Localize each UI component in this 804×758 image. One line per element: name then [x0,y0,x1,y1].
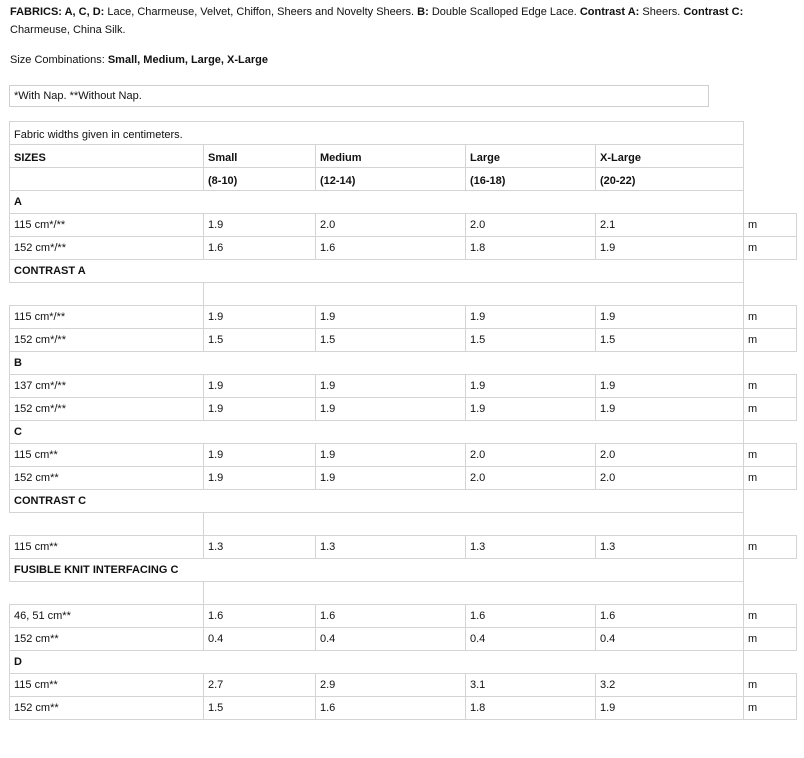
spacer-cell [204,582,744,605]
yardage-value: 2.0 [466,467,596,490]
section-header-row [10,260,797,283]
fabric-width: 152 cm** [10,628,204,651]
yardage-value: 1.9 [316,375,466,398]
unit: m [744,329,797,352]
yardage-value: 3.1 [466,674,596,697]
spacer-cell [204,513,744,536]
fabric-width: 115 cm** [10,444,204,467]
yardage-value: 1.5 [316,329,466,352]
large-range: (16-18) [466,168,596,191]
unit: m [744,697,797,720]
yardage-value: 2.0 [466,444,596,467]
yardage-value: 1.6 [316,697,466,720]
section-header-row [10,421,797,444]
yardage-value: 3.2 [596,674,744,697]
table-row [10,697,797,720]
yardage-value: 1.9 [596,237,744,260]
table-row [10,237,797,260]
unit: m [744,674,797,697]
yardage-value: 0.4 [596,628,744,651]
yardage-value: 1.5 [204,329,316,352]
table-row [10,375,797,398]
yardage-value: 1.6 [204,237,316,260]
yardage-value: 1.9 [204,467,316,490]
yardage-value: 1.9 [204,375,316,398]
table-row [10,674,797,697]
spacer-row [10,283,797,306]
yardage-value: 1.8 [466,697,596,720]
yardage-value: 1.5 [596,329,744,352]
header-row [10,145,797,168]
section-header-row [10,490,797,513]
table-row [10,214,797,237]
yardage-value: 1.6 [204,605,316,628]
spacer-row [10,582,797,605]
yardage-value: 1.9 [466,375,596,398]
small-range: (8-10) [204,168,316,191]
yardage-value: 1.5 [204,697,316,720]
unit: m [744,444,797,467]
fabric-width: 152 cm** [10,697,204,720]
yardage-value: 2.9 [316,674,466,697]
yardage-value: 2.1 [596,214,744,237]
size-combinations [10,52,268,68]
unit: m [744,214,797,237]
section-header-row [10,651,797,674]
size-combinations-label: Size Combinations: [10,54,108,66]
fabric-width: 152 cm*/** [10,237,204,260]
yardage-value: 0.4 [204,628,316,651]
large-header: Large [466,145,596,168]
contrast-c-label: Contrast C: [683,6,744,18]
fabrics-label: FABRICS: A, C, D: [10,6,105,18]
nap-note: *With Nap. **Without Nap. [9,85,709,107]
yardage-value: 1.6 [596,605,744,628]
section-header-row [10,191,797,214]
unit: m [744,605,797,628]
contrast-c-text: Charmeuse, China Silk. [10,24,126,36]
small-header: Small [204,145,316,168]
fabrics-paragraph [10,3,795,39]
medium-range: (12-14) [316,168,466,191]
table-row [10,329,797,352]
yardage-value: 1.9 [204,214,316,237]
yardage-value: 1.9 [466,306,596,329]
contrast-a-text: Sheers. [639,6,684,18]
section-title: A [10,191,744,214]
sizes-header: SIZES [10,145,204,168]
section-title: CONTRAST C [10,490,744,513]
yardage-value: 2.7 [204,674,316,697]
yardage-value: 1.9 [204,444,316,467]
unit: m [744,398,797,421]
table-row [10,444,797,467]
fabric-width: 152 cm*/** [10,329,204,352]
yardage-value: 0.4 [466,628,596,651]
yardage-value: 1.8 [466,237,596,260]
table-row [10,467,797,490]
yardage-value: 1.9 [466,398,596,421]
fabric-width: 137 cm*/** [10,375,204,398]
unit: m [744,375,797,398]
table-caption: Fabric widths given in centimeters. [10,122,744,145]
fabrics-text: Lace, Charmeuse, Velvet, Chiffon, Sheers and Novelty Sheers. [104,6,418,18]
section-title: B [10,352,744,375]
yardage-value: 2.0 [316,214,466,237]
table-row [10,536,797,559]
unit: m [744,536,797,559]
medium-header: Medium [316,145,466,168]
table-row [10,605,797,628]
fabric-width: 46, 51 cm** [10,605,204,628]
yardage-value: 1.9 [596,697,744,720]
table-row [10,628,797,651]
table-row [10,398,797,421]
fabric-width: 115 cm** [10,536,204,559]
spacer-cell [204,283,744,306]
table-row [10,306,797,329]
size-range-blank [10,168,204,191]
section-title: D [10,651,744,674]
fabric-width: 115 cm*/** [10,306,204,329]
section-header-row [10,559,797,582]
yardage-value: 0.4 [316,628,466,651]
section-title: FUSIBLE KNIT INTERFACING C [10,559,744,582]
yardage-value: 1.9 [316,398,466,421]
xlarge-header: X-Large [596,145,744,168]
yardage-value: 1.9 [204,398,316,421]
yardage-value: 1.3 [596,536,744,559]
unit: m [744,467,797,490]
section-title: C [10,421,744,444]
section-title: CONTRAST A [10,260,744,283]
yardage-value: 1.9 [596,375,744,398]
yardage-value: 1.9 [204,306,316,329]
yardage-value: 2.0 [596,467,744,490]
yardage-value: 1.3 [204,536,316,559]
size-range-row [10,168,797,191]
yardage-value: 1.3 [466,536,596,559]
yardage-value: 2.0 [466,214,596,237]
unit: m [744,237,797,260]
spacer-row [10,513,797,536]
yardage-value: 1.9 [316,467,466,490]
yardage-value: 1.6 [316,605,466,628]
yardage-value: 1.9 [316,306,466,329]
xlarge-range: (20-22) [596,168,744,191]
yardage-value: 1.6 [316,237,466,260]
fabric-width: 115 cm** [10,674,204,697]
fabric-width: 152 cm*/** [10,398,204,421]
yardage-value: 1.9 [596,398,744,421]
b-label: B: [417,6,429,18]
b-text: Double Scalloped Edge Lace. [428,6,580,18]
unit: m [744,628,797,651]
yardage-value: 1.9 [316,444,466,467]
size-combinations-value: Small, Medium, Large, X-Large [107,54,268,66]
yardage-value: 1.6 [466,605,596,628]
yardage-value: 1.3 [316,536,466,559]
yardage-value: 1.5 [466,329,596,352]
fabric-width: 115 cm*/** [10,214,204,237]
unit: m [744,306,797,329]
yardage-value: 1.9 [596,306,744,329]
section-header-row [10,352,797,375]
fabric-width: 152 cm** [10,467,204,490]
yardage-table [9,121,797,720]
yardage-value: 2.0 [596,444,744,467]
contrast-a-label: Contrast A: [579,6,640,18]
caption-row [10,122,797,145]
